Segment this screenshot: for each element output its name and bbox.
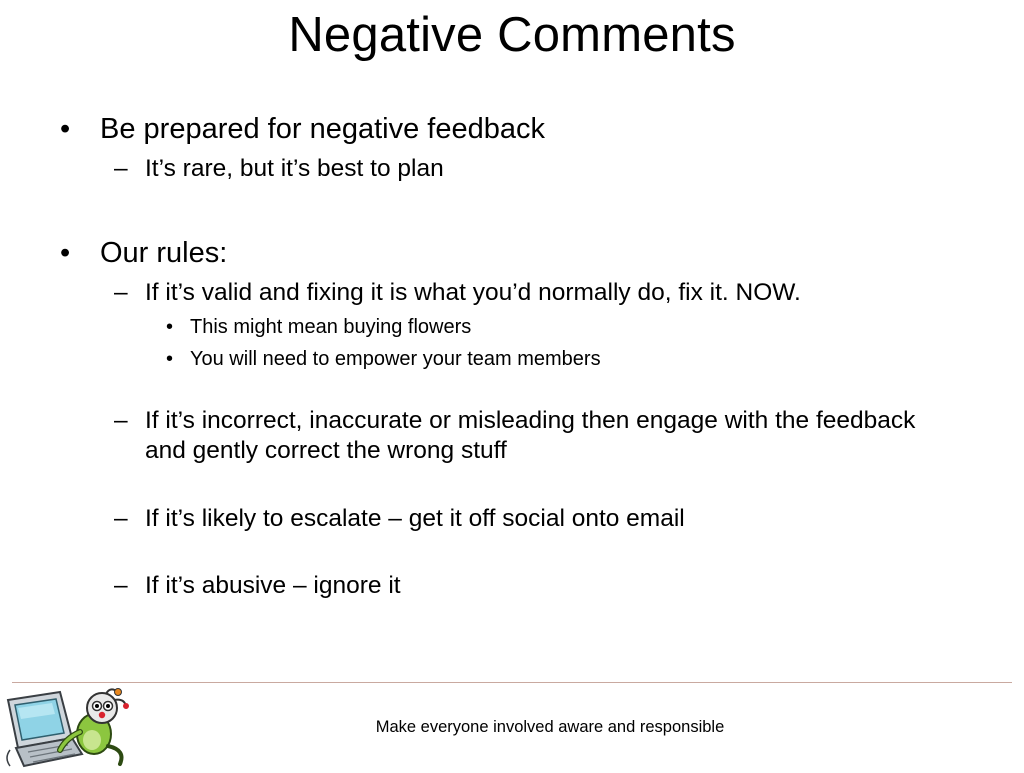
sub-bullet-text: If it’s abusive – ignore it (145, 572, 401, 599)
dash-marker: – (114, 155, 128, 182)
sub-sub-bullet-text: You will need to empower your team members (190, 348, 601, 370)
sub-bullet-text: It’s rare, but it’s best to plan (145, 155, 444, 182)
bullet-marker: • (166, 316, 174, 338)
sub-bullet-text: If it’s incorrect, inaccurate or misleading then engage with the feedback and gently correct the wrong stuff (145, 407, 916, 464)
dash-marker: – (114, 279, 128, 306)
dash-marker: – (114, 572, 128, 599)
bullet-marker: • (60, 113, 71, 145)
cartoon-computer-mascot-icon (2, 688, 132, 768)
sub-bullet-text: If it’s likely to escalate – get it off social onto email (145, 505, 685, 532)
bullet-marker: • (60, 237, 71, 269)
footer-text: Make everyone involved aware and responsible (375, 718, 725, 736)
slide-title: Negative Comments (288, 8, 736, 62)
dash-marker: – (114, 505, 128, 532)
bullet-text: Our rules: (100, 237, 228, 269)
bullet-marker: • (166, 348, 174, 370)
sub-bullet-text: If it’s valid and fixing it is what you’d normally do, fix it. NOW. (145, 279, 801, 306)
sub-sub-bullet-text: This might mean buying flowers (190, 316, 472, 338)
bullet-text: Be prepared for negative feedback (100, 113, 545, 145)
dash-marker: – (114, 407, 128, 434)
footer-divider (12, 682, 1012, 683)
